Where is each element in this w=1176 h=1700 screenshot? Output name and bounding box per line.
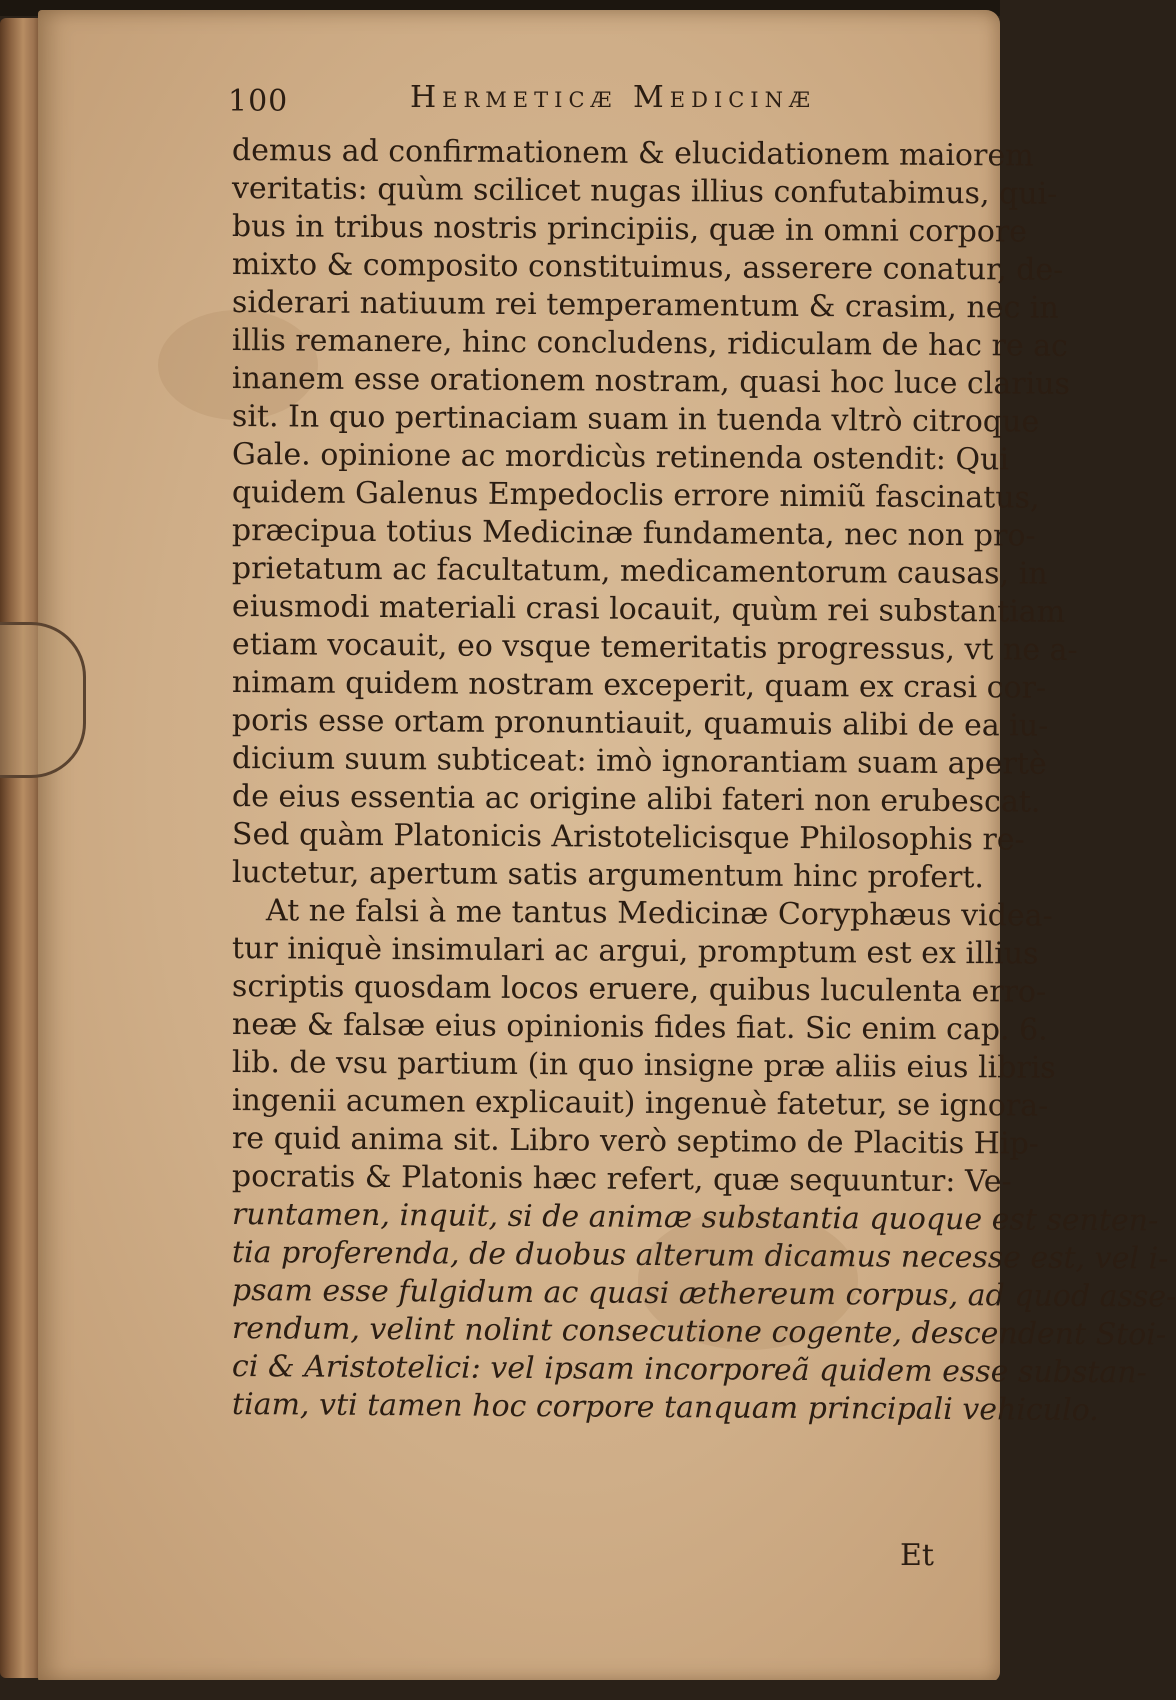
- text-line: inanem esse orationem nostram, quasi hoc luce clarius: [231, 361, 1071, 402]
- text-line: illis remanere, hinc concludens, ridiculam de hac re ac: [231, 323, 1068, 364]
- running-head: [228, 78, 948, 118]
- text-line: At ne falsi à me tantus Medicinæ Coryphæus videa-: [265, 893, 1053, 934]
- text-line: re quid anima sit. Libro verò septimo de Placitis Hip-: [231, 1121, 1039, 1162]
- body-text: [231, 132, 1176, 1429]
- text-line: quidem Galenus Empedoclis errore nimiũ fascinatus,: [231, 475, 1040, 516]
- text-line: luctetur, apertum satis argumentum hinc profert.: [231, 855, 985, 896]
- catchword: Et: [900, 1538, 934, 1573]
- text-line: rendum, velint nolint consecutione cogente, descendent Stoi-: [231, 1311, 1167, 1353]
- text-line: pocratis & Platonis hæc refert, quæ sequuntur: Ve-: [231, 1159, 1012, 1200]
- text-line: veritatis: quùm scilicet nugas illius confutabimus, qui-: [231, 171, 1058, 212]
- text-line: dicium suum subticeat: imò ignorantiam suam apertè: [231, 741, 1047, 782]
- text-line: eiusmodi materiali crasi locauit, quùm rei substantiam: [231, 589, 1066, 630]
- text-line: ci & Aristotelici: vel ipsam incorporeã quidem esse substan-: [231, 1349, 1147, 1391]
- text-line: etiam vocauit, eo vsque temeritatis progressus, vt ne a-: [231, 627, 1078, 668]
- text-line: demus ad confirmationem & elucidationem maiorem: [231, 133, 1034, 174]
- book-fore-edge: [0, 18, 42, 1678]
- text-line: neæ & falsæ eius opinionis fides fiat. Sic enim cap. 6.: [231, 1007, 1048, 1048]
- text-line: Gale. opinione ac mordicùs retinenda ostendit: Qui: [231, 437, 1010, 478]
- text-line: lib. de vsu partium (in quo insigne præ aliis eius libris: [231, 1045, 1056, 1086]
- text-line: tur iniquè insimulari ac argui, promptum est ex illius: [231, 931, 1039, 972]
- text-line: scriptis quosdam locos eruere, quibus luculenta erro-: [231, 969, 1047, 1010]
- text-line: poris esse ortam pronuntiauit, quamuis alibi de ea iu-: [231, 703, 1049, 744]
- text-line: runtamen, inquit, si de animæ substantia quoque est senten-: [231, 1197, 1159, 1239]
- text-line: psam esse fulgidum ac quasi æthereum corpus, ad quod asse-: [231, 1273, 1176, 1315]
- text-line: bus in tribus nostris principiis, quæ in omni corpore: [231, 209, 1028, 250]
- text-line: siderari natiuum rei temperamentum & crasim, nec in: [231, 285, 1059, 326]
- text-line: nimam quidem nostram exceperit, quam ex crasi cor-: [231, 665, 1047, 706]
- book-clasp: [0, 622, 86, 778]
- text-line: mixto & composito constituimus, asserere conatur, de-: [231, 247, 1064, 288]
- running-title: Hermeticæ Medicinæ: [410, 80, 817, 115]
- text-line: tia proferenda, de duobus alterum dicamus necesse est, vel i-: [231, 1235, 1169, 1277]
- text-line: præcipua totius Medicinæ fundamenta, nec non pro-: [231, 513, 1036, 554]
- page-number: 100: [228, 84, 289, 119]
- text-line: sit. In quo pertinaciam suam in tuenda vltrò citroque: [231, 399, 1040, 440]
- text-line: de eius essentia ac origine alibi fateri non erubescat.: [231, 779, 1041, 820]
- text-line: tiam, vti tamen hoc corpore tanquam principali vehiculo.: [231, 1387, 1099, 1429]
- text-line: prietatum ac facultatum, medicamentorum causas, in: [231, 551, 1048, 592]
- text-line: Sed quàm Platonicis Aristotelicisque Philosophis re-: [231, 817, 1025, 858]
- text-line: ingenii acumen explicauit) ingenuè fatetur, se ignora-: [231, 1083, 1049, 1124]
- scan-bottom-border: [0, 1680, 1000, 1700]
